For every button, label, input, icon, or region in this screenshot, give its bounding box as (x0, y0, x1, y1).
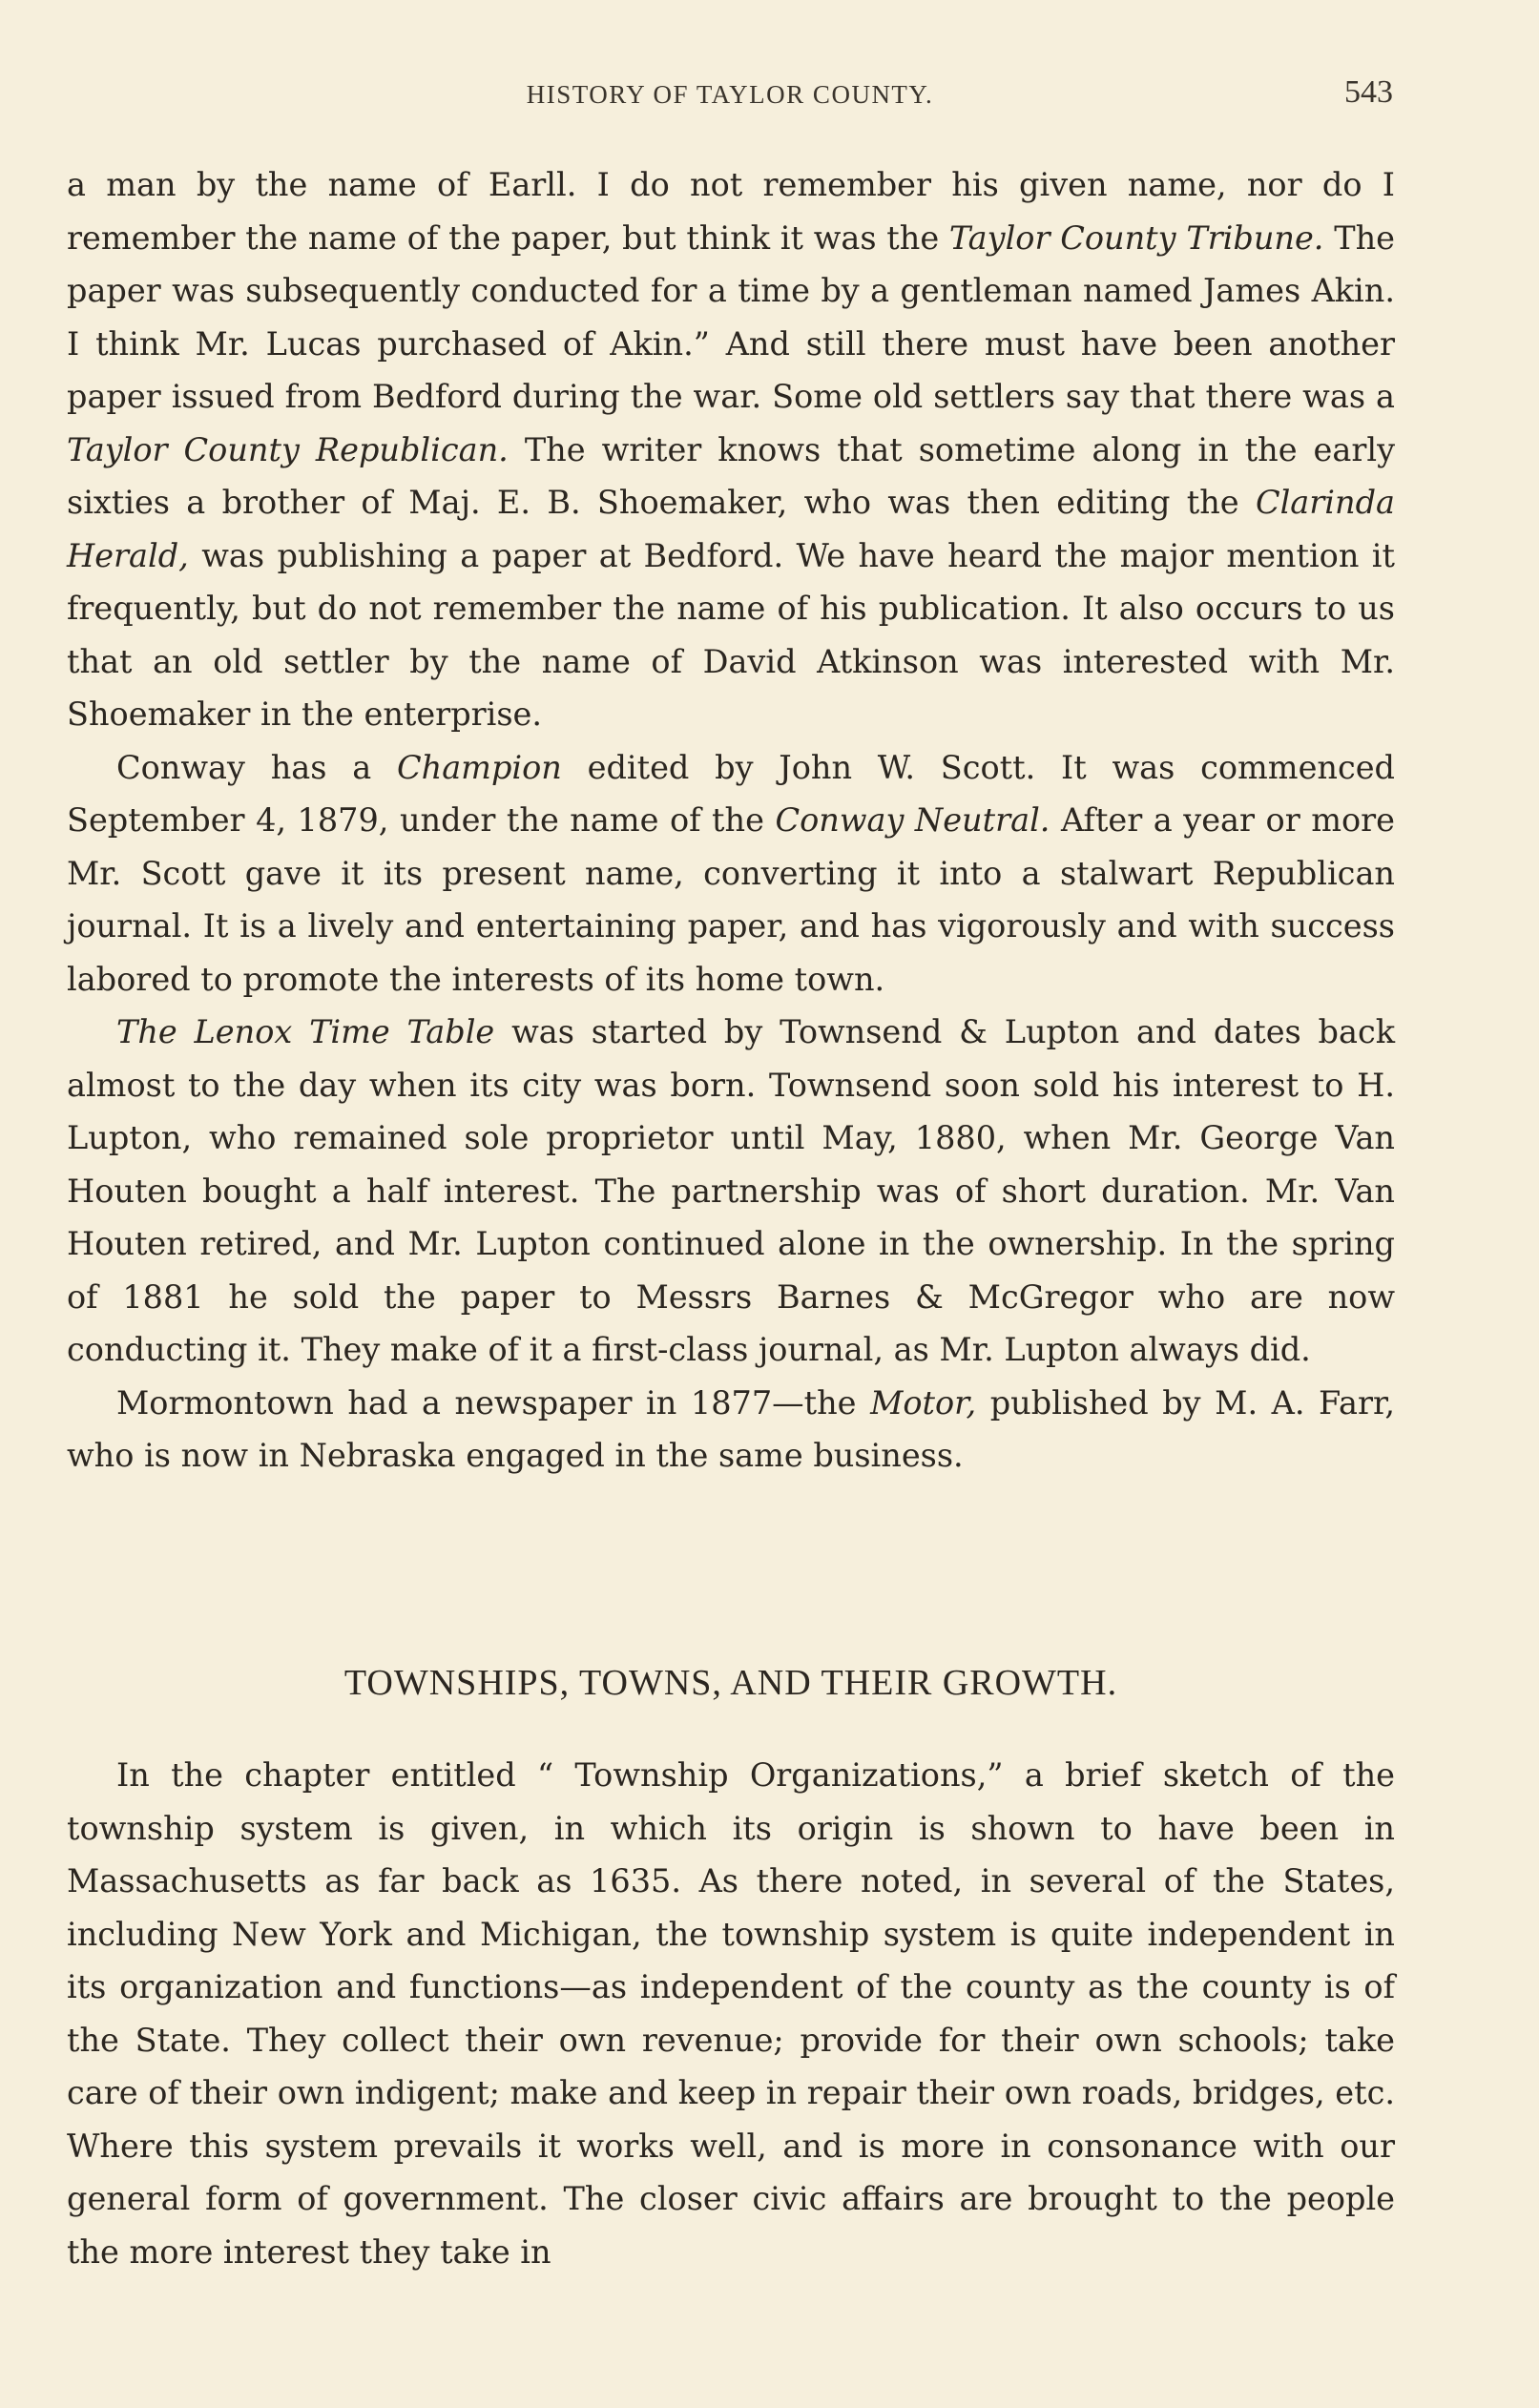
page-number: 543 (1344, 74, 1393, 110)
running-head-title: HISTORY OF TAYLOR COUNTY. (526, 80, 934, 109)
text-run: Conway has a (116, 748, 397, 786)
paragraph-conway-champion (67, 741, 1395, 1007)
section-heading: TOWNSHIPS, TOWNS, AND THEIR GROWTH. (343, 1663, 1118, 1703)
italic-title-run: Conway Neutral. (775, 801, 1050, 839)
section-body-text (67, 1749, 1395, 2278)
text-run: The writer knows that sometime along in the early sixties a brother of Maj. E. B. Shoemaker, who was then editing the (67, 430, 1395, 521)
running-head (67, 74, 1393, 118)
italic-title-run: Taylor County Republican. (67, 430, 509, 468)
text-run: edited by John W. Scott. It was commenced September 4, 1879, under the name of the (67, 748, 1396, 839)
text-run: was publishing a paper at Bedford. We have heard the major mention it frequently, but do not remember the name of his publication. It also occurs to us that an old settler by the name of David Atkinson was interested with Mr. Shoemaker in the enterprise. (67, 536, 1395, 733)
paragraph-lenox-time-table (67, 1006, 1395, 1377)
text-run: After a year or more Mr. Scott gave it its present name, converting it into a stalwart Republican journal. It is a lively and entertaining paper, and has vigorously and with success labored to promote the interests of its home town. (67, 801, 1395, 998)
text-run: In the chapter entitled “ Township Organizations,” a brief sketch of the township system is given, in which its origin is shown to have been in Massachusetts as far back as 1635. As there noted, in several of the States, including New York and Michigan, the township system is quite independent in its organization and functions—as independent of the county as the county is of the State. They collect their own revenue; provide for their own schools; take care of their own indigent; make and keep in repair their own roads, bridges, etc. Where this system prevails it works well, and is more in consonance with our general form of government. The closer civic affairs are brought to the people the more interest they take in (67, 1756, 1395, 2271)
italic-title-run: Clarinda Herald, (67, 484, 1395, 574)
text-run: The paper was subsequently conducted for a time by a gentleman named James Akin. I think Mr. Lucas purchased of Akin.” And still there must have been another paper issued from Bedford during the war. Some old settlers say that there was a (67, 218, 1395, 415)
paragraph-township-system (67, 1749, 1395, 2278)
italic-title-run: The Lenox Time Table (116, 1013, 495, 1050)
text-run: was started by Townsend & Lupton and dates back almost to the day when its city was born. Townsend soon sold his interest to H. Lupton, who remained sole proprietor until May, 1880, when Mr. George Van Houten bought a half interest. The partnership was of short duration. Mr. Van Houten retired, and Mr. Lupton continued alone in the ownership. In the spring of 1881 he sold the paper to Messrs Barnes & McGregor who are now conducting it. They make of it a first-class journal, as Mr. Lupton always did. (67, 1013, 1396, 1368)
text-run: published by M. A. Farr, who is now in Nebraska engaged in the same business. (67, 1383, 1395, 1474)
italic-title-run: Champion (397, 748, 562, 786)
italic-title-run: Taylor County Tribune. (948, 218, 1324, 257)
paragraph-earll (67, 158, 1395, 741)
text-run: a man by the name of Earll. I do not remember his given name, nor do I remember the name of the paper, but think it was the (67, 166, 1395, 257)
paragraph-mormontown-motor (67, 1377, 1395, 1483)
italic-title-run: Motor, (870, 1383, 977, 1422)
body-text (67, 158, 1395, 1483)
text-run: Mormontown had a newspaper in 1877—the (116, 1383, 871, 1422)
